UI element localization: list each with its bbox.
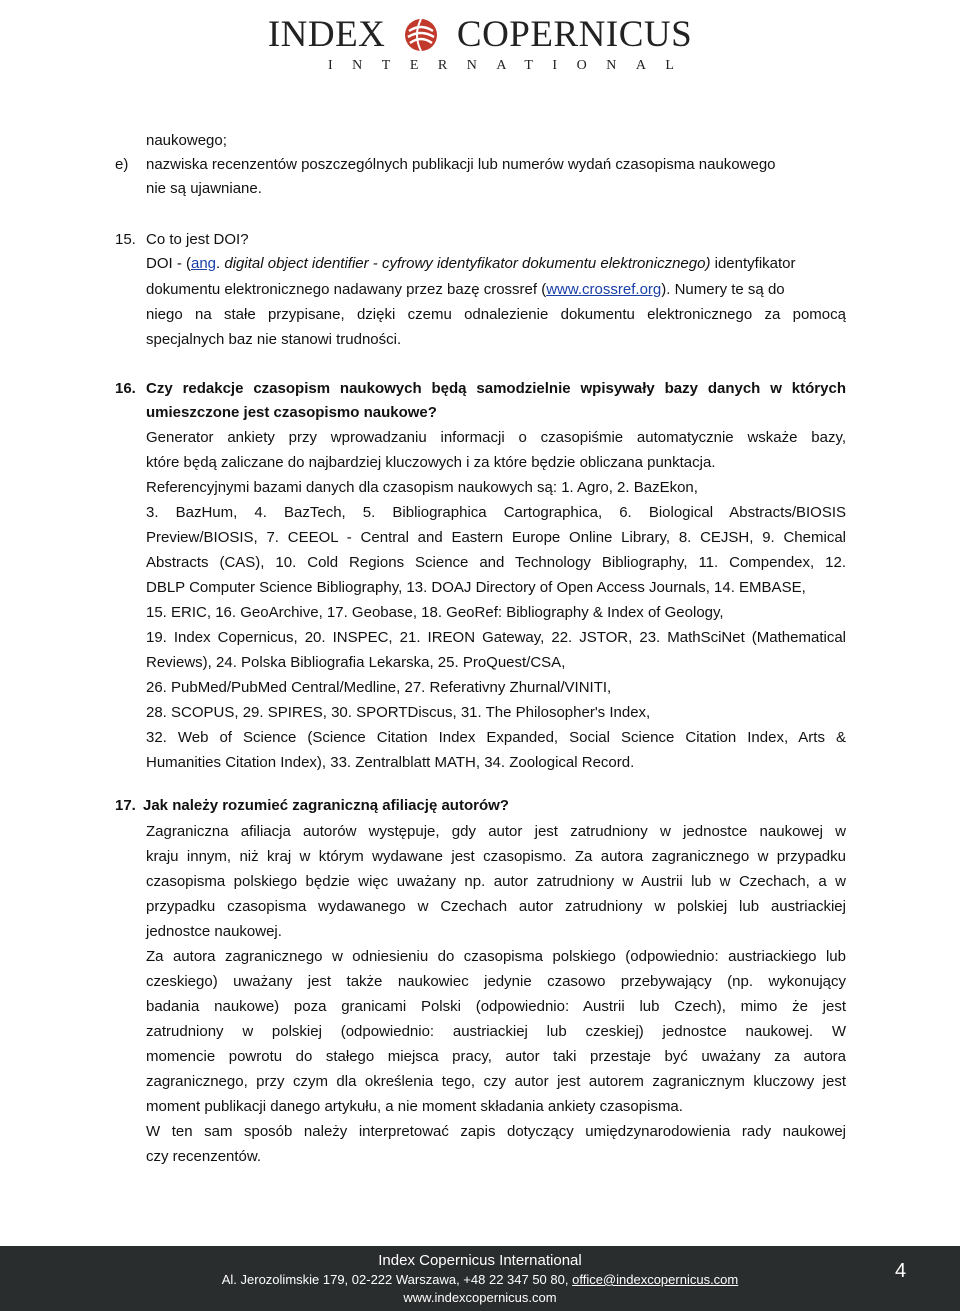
text-line — [146, 251, 846, 276]
email-link[interactable]: office@indexcopernicus.com — [572, 1272, 739, 1287]
text-line: nazwiska recenzentów poszczególnych publikacji lub numerów wydań czasopisma naukowego — [146, 156, 776, 173]
logo-subtitle: INTERNATIONAL — [328, 58, 694, 73]
footer-title: Index Copernicus International — [378, 1252, 582, 1269]
text-line: 32. Web of Science (Science Citation Index Expanded, Social Science Citation Index, Arts & — [146, 729, 846, 746]
text-line: niego na stałe przypisane, dzięki czemu odnalezienie dokumentu elektronicznego za pomocą — [146, 306, 846, 323]
text-line: czeskiego) uważany jest także naukowiec jedynie czasowo przebywający (np. wykonujący — [146, 973, 846, 990]
text-line: które będą zaliczane do najbardziej kluczowych i za które będzie obliczana punktacja. — [146, 454, 716, 471]
text-line — [146, 277, 846, 302]
question-title: Co to jest DOI? — [146, 231, 249, 248]
text-line: Preview/BIOSIS, 7. CEEOL - Central and Eastern Europe Online Library, 8. CEJSH, 9. Chemical — [146, 529, 846, 546]
text-line: przypadku czasopisma wydawanego w Czechach autor zatrudniony w polskiej lub austriackiej — [146, 898, 846, 915]
globe-logo-icon — [403, 17, 439, 53]
text-line: Humanities Citation Index), 33. Zentralblatt MATH, 34. Zoological Record. — [146, 754, 635, 771]
logo-word-copernicus: COPERNICUS — [456, 14, 693, 56]
text-line: specjalnych baz nie stanowi trudności. — [146, 331, 402, 348]
question-title: Czy redakcje czasopism naukowych będą samodzielnie wpisywały bazy danych w których — [146, 380, 846, 397]
text-line: nie są ujawniane. — [146, 180, 262, 197]
text-span: dokumentu elektronicznego nadawany przez bazę crossref ( — [146, 281, 547, 298]
text-line: 3. BazHum, 4. BazTech, 5. Bibliographica Cartographica, 6. Biological Abstracts/BIOSIS — [146, 504, 846, 521]
text-line: W ten sam sposób należy interpretować zapis dotyczący umiędzynarodowienia rady naukowej — [146, 1123, 846, 1140]
question-title: umieszczone jest czasopismo naukowe? — [146, 404, 437, 421]
text-line: Generator ankiety przy wprowadzaniu informacji o czasopiśmie automatycznie wskaże bazy, — [146, 429, 846, 446]
page-header — [0, 0, 960, 80]
website-link[interactable]: www.indexcopernicus.com — [403, 1290, 557, 1305]
page-number: 4 — [895, 1260, 907, 1282]
text-line: jednostce naukowej. — [146, 923, 282, 940]
text-line: Referencyjnymi bazami danych dla czasopism naukowych są: 1. Agro, 2. BazEkon, — [146, 479, 698, 496]
text-line: Abstracts (CAS), 10. Cold Regions Science and Technology Bibliography, 11. Compendex, 12. — [146, 554, 846, 571]
text-span: identyfikator — [710, 255, 796, 272]
address-text: Al. Jerozolimskie 179, 02-222 Warszawa, +48 22 347 50 80, — [221, 1272, 573, 1287]
ang-link[interactable]: ang — [191, 255, 217, 272]
text-line: czy recenzentów. — [146, 1148, 262, 1165]
text-line: DBLP Computer Science Bibliography, 13. DOAJ Directory of Open Access Journals, 14. EMBASE, — [146, 579, 806, 596]
text-span: DOI - ( — [146, 255, 191, 272]
text-line: badania naukowe) poza granicami Polski (odpowiednio: Austrii lub Czech), mimo że jest — [146, 998, 846, 1015]
text-line: naukowego; — [146, 132, 227, 149]
text-line: zatrudniony w polskiej (odpowiednio: austriackiej lub czeskiej) jednostce naukowej. W — [146, 1023, 846, 1040]
text-line: zagranicznego, przy czym dla określenia tego, czy autor jest autorem zagranicznym kluczowy jest — [146, 1073, 846, 1090]
text-line: momencie powrotu do stałego miejsca pracy, autor taki przestaje być uważany za autora — [146, 1048, 846, 1065]
text-line: 19. Index Copernicus, 20. INSPEC, 21. IREON Gateway, 22. JSTOR, 23. MathSciNet (Mathematical — [146, 629, 846, 646]
footer-address — [0, 1272, 960, 1287]
text-span: ). Numery te są do — [661, 281, 785, 298]
text-line: 15. ERIC, 16. GeoArchive, 17. Geobase, 18. GeoRef: Bibliography & Index of Geology, — [146, 604, 724, 621]
question-number: 15. — [115, 231, 136, 248]
text-line: 28. SCOPUS, 29. SPIRES, 30. SPORTDiscus, 31. The Philosopher's Index, — [146, 704, 651, 721]
text-line: kraju innym, niż kraj w którym wydawane jest czasopismo. Za autora zagranicznego w przypadku — [146, 848, 846, 865]
text-line: Za autora zagranicznego w odniesieniu do czasopisma polskiego (odpowiednio: austriackiego lub — [146, 948, 846, 965]
text-line: Reviews), 24. Polska Bibliografia Lekarska, 25. ProQuest/CSA, — [146, 654, 566, 671]
list-marker: e) — [115, 156, 129, 173]
question-number: 17. — [115, 797, 136, 814]
logo-word-index: INDEX — [267, 14, 386, 56]
text-line: moment publikacji danego artykułu, a nie moment składania ankiety czasopisma. — [146, 1098, 683, 1115]
logo — [0, 10, 960, 56]
crossref-link[interactable]: www.crossref.org — [546, 281, 662, 298]
text-line: Zagraniczna afiliacja autorów występuje, gdy autor jest zatrudniony w jednostce naukowej w — [146, 823, 846, 840]
question-number: 16. — [115, 380, 136, 397]
text-line: czasopisma polskiego będzie więc uważany np. autor zatrudniony w Austrii lub w Czechach, a w — [146, 873, 846, 890]
italic-text: digital object identifier - cyfrowy identyfikator dokumentu elektronicznego) — [220, 255, 711, 272]
text-span: . — [216, 255, 221, 272]
text-line: 26. PubMed/PubMed Central/Medline, 27. Referativny Zhurnal/VINITI, — [146, 679, 612, 696]
question-title: Jak należy rozumieć zagraniczną afiliację autorów? — [143, 797, 509, 814]
page-footer — [0, 1246, 960, 1311]
